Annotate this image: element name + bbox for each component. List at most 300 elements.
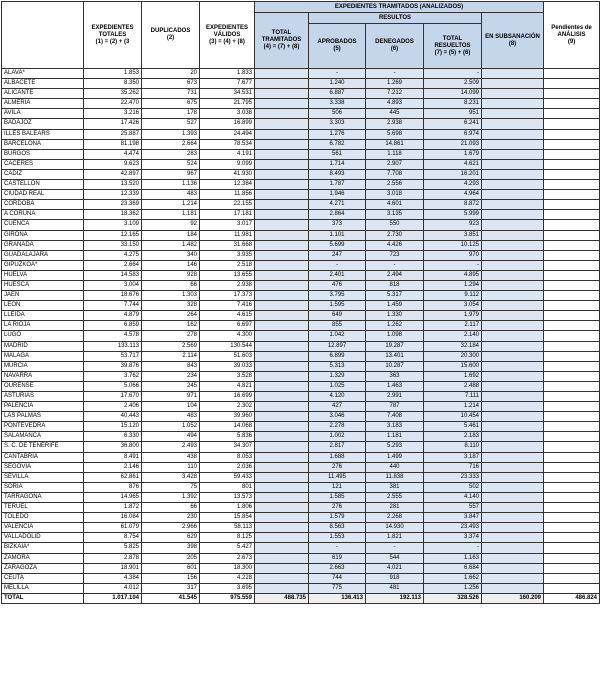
validos-cell: 24.494: [200, 129, 255, 139]
aprobados-cell: 6.887: [309, 89, 366, 99]
denegados-cell: 1.181: [366, 432, 424, 442]
duplicados-cell: 1.181: [142, 210, 200, 220]
resueltos-cell: 970: [424, 250, 482, 260]
tramitados-cell: [255, 412, 309, 422]
aprobados-cell: 3.338: [309, 99, 366, 109]
resueltos-cell: 2.117: [424, 321, 482, 331]
totales-cell: 17.670: [84, 392, 142, 402]
totales-cell: 13.520: [84, 180, 142, 190]
validos-cell: 6.697: [200, 321, 255, 331]
denegados-cell: 10.287: [366, 361, 424, 371]
subsanacion-cell: [482, 311, 544, 321]
province-cell: OURENSE: [2, 381, 84, 391]
resueltos-cell: 1.979: [424, 311, 482, 321]
subsanacion-cell: [482, 270, 544, 280]
col-header-total-tramitados: TOTAL TRAMITADOS (4) = (7) + (8): [255, 13, 309, 69]
table-row: [2, 381, 600, 391]
duplicados-cell: 971: [142, 392, 200, 402]
duplicados-cell: 601: [142, 563, 200, 573]
tramitados-cell: [255, 69, 309, 79]
denegados-cell: 2.494: [366, 270, 424, 280]
totales-cell: 39.876: [84, 361, 142, 371]
duplicados-cell: 494: [142, 432, 200, 442]
pendientes-cell: [544, 200, 600, 210]
totales-cell: 2.146: [84, 462, 142, 472]
denegados-cell: 1.499: [366, 452, 424, 462]
totales-cell: 4.474: [84, 149, 142, 159]
subsanacion-cell: [482, 169, 544, 179]
resueltos-cell: 5.999: [424, 210, 482, 220]
totales-cell: 36.800: [84, 442, 142, 452]
province-cell: CADIZ: [2, 169, 84, 179]
resueltos-cell: 6.684: [424, 563, 482, 573]
resueltos-cell: 3.054: [424, 301, 482, 311]
province-cell: CASTELLÓN: [2, 180, 84, 190]
table-row: [2, 462, 600, 472]
resueltos-cell: -: [424, 69, 482, 79]
totales-cell: 14.965: [84, 492, 142, 502]
tramitados-cell: [255, 139, 309, 149]
denegados-cell: 1.118: [366, 149, 424, 159]
aprobados-cell: 373: [309, 220, 366, 230]
province-cell: CORDOBA: [2, 200, 84, 210]
province-cell: AVILA: [2, 109, 84, 119]
duplicados-cell: 483: [142, 190, 200, 200]
pendientes-cell: [544, 301, 600, 311]
aprobados-cell: 1.042: [309, 331, 366, 341]
subsanacion-cell: [482, 331, 544, 341]
aprobados-cell: 3.795: [309, 291, 366, 301]
table-row: [2, 99, 600, 109]
duplicados-cell: 524: [142, 159, 200, 169]
total-resueltos-cell: 328.526: [424, 593, 482, 603]
province-cell: LUGO: [2, 331, 84, 341]
totales-cell: 16.084: [84, 513, 142, 523]
tramitados-cell: [255, 482, 309, 492]
province-cell: ZARAGOZA: [2, 563, 84, 573]
tramitados-cell: [255, 291, 309, 301]
totales-cell: 6.330: [84, 432, 142, 442]
table-row: [2, 543, 600, 553]
subsanacion-cell: [482, 129, 544, 139]
denegados-cell: 19.287: [366, 341, 424, 351]
province-cell: GIRONA: [2, 230, 84, 240]
pendientes-cell: [544, 109, 600, 119]
tramitados-cell: [255, 169, 309, 179]
table-row: [2, 129, 600, 139]
aprobados-cell: 6.899: [309, 351, 366, 361]
tramitados-cell: [255, 492, 309, 502]
pendientes-cell: [544, 159, 600, 169]
province-cell: BIZKAIA*: [2, 543, 84, 553]
duplicados-cell: 162: [142, 321, 200, 331]
denegados-cell: 2.556: [366, 180, 424, 190]
pendientes-cell: [544, 119, 600, 129]
province-cell: TARRAGONA: [2, 492, 84, 502]
subsanacion-cell: [482, 482, 544, 492]
pendientes-cell: [544, 563, 600, 573]
totales-cell: 4.578: [84, 331, 142, 341]
aprobados-cell: 561: [309, 149, 366, 159]
denegados-cell: 11.838: [366, 472, 424, 482]
province-cell: ALMERIA: [2, 99, 84, 109]
pendientes-cell: [544, 381, 600, 391]
table-row: [2, 280, 600, 290]
aprobados-cell: 4.271: [309, 200, 366, 210]
totales-cell: 9.623: [84, 159, 142, 169]
table-row: [2, 139, 600, 149]
table-row: [2, 392, 600, 402]
aprobados-cell: 1.240: [309, 79, 366, 89]
total-subsanacion-cell: 160.209: [482, 593, 544, 603]
province-cell: BURGOS: [2, 149, 84, 159]
pendientes-cell: [544, 583, 600, 593]
resueltos-cell: 5.461: [424, 422, 482, 432]
subsanacion-cell: [482, 422, 544, 432]
pendientes-cell: [544, 280, 600, 290]
aprobados-cell: 3.303: [309, 119, 366, 129]
pendientes-cell: [544, 79, 600, 89]
province-cell: S. C. DE TENERIFE: [2, 442, 84, 452]
resueltos-cell: 9.112: [424, 291, 482, 301]
pendientes-cell: [544, 230, 600, 240]
resueltos-cell: 20.300: [424, 351, 482, 361]
totales-cell: 8.754: [84, 533, 142, 543]
province-cell: A CORUÑA: [2, 210, 84, 220]
validos-cell: 8.125: [200, 533, 255, 543]
pendientes-cell: [544, 412, 600, 422]
pendientes-cell: [544, 291, 600, 301]
subsanacion-cell: [482, 462, 544, 472]
table-row: [2, 79, 600, 89]
denegados-cell: 1.821: [366, 533, 424, 543]
aprobados-cell: -: [309, 543, 366, 553]
subsanacion-cell: [482, 533, 544, 543]
pendientes-cell: [544, 361, 600, 371]
province-cell: TERUEL: [2, 503, 84, 513]
subsanacion-cell: [482, 442, 544, 452]
resueltos-cell: 8.110: [424, 442, 482, 452]
resueltos-cell: 4.140: [424, 492, 482, 502]
resueltos-cell: 4.621: [424, 159, 482, 169]
totales-cell: 1.853: [84, 69, 142, 79]
duplicados-cell: 438: [142, 452, 200, 462]
tramitados-cell: [255, 462, 309, 472]
pendientes-cell: [544, 270, 600, 280]
group-header-resultos: RESULTOS: [309, 13, 482, 24]
aprobados-cell: 247: [309, 250, 366, 260]
table-row: [2, 563, 600, 573]
table-row: [2, 482, 600, 492]
totales-cell: 4.384: [84, 573, 142, 583]
duplicados-cell: 110: [142, 462, 200, 472]
resueltos-cell: 2.509: [424, 79, 482, 89]
table-row: [2, 452, 600, 462]
denegados-cell: 2.991: [366, 392, 424, 402]
totales-cell: 3.762: [84, 371, 142, 381]
denegados-cell: 7.408: [366, 412, 424, 422]
pendientes-cell: [544, 432, 600, 442]
totales-cell: 7.744: [84, 301, 142, 311]
totales-cell: 133.113: [84, 341, 142, 351]
table-row: [2, 472, 600, 482]
table-row: [2, 361, 600, 371]
table-row: [2, 230, 600, 240]
total-tramitados-cell: 488.735: [255, 593, 309, 603]
duplicados-cell: 146: [142, 260, 200, 270]
table-row: [2, 412, 600, 422]
subsanacion-cell: [482, 452, 544, 462]
totales-cell: 4.012: [84, 583, 142, 593]
subsanacion-cell: [482, 190, 544, 200]
denegados-cell: 4.021: [366, 563, 424, 573]
subsanacion-cell: [482, 523, 544, 533]
pendientes-cell: [544, 543, 600, 553]
validos-cell: 4.300: [200, 331, 255, 341]
tramitados-cell: [255, 533, 309, 543]
total-pendientes-cell: 486.824: [544, 593, 600, 603]
province-cell: CANTABRIA: [2, 452, 84, 462]
aprobados-cell: 1.787: [309, 180, 366, 190]
aprobados-cell: 121: [309, 482, 366, 492]
validos-cell: 8.053: [200, 452, 255, 462]
totales-cell: 3.216: [84, 109, 142, 119]
province-cell: VALLADOLID: [2, 533, 84, 543]
table-row: [2, 422, 600, 432]
denegados-cell: 363: [366, 371, 424, 381]
subsanacion-cell: [482, 321, 544, 331]
province-cell: LLEIDA: [2, 311, 84, 321]
validos-cell: 4.615: [200, 311, 255, 321]
resueltos-cell: 23.493: [424, 523, 482, 533]
table-row: [2, 180, 600, 190]
duplicados-cell: 675: [142, 99, 200, 109]
subsanacion-cell: [482, 220, 544, 230]
duplicados-cell: 230: [142, 513, 200, 523]
subsanacion-cell: [482, 139, 544, 149]
aprobados-cell: 1.579: [309, 513, 366, 523]
denegados-cell: 4.426: [366, 240, 424, 250]
tramitados-cell: [255, 351, 309, 361]
table-row: [2, 109, 600, 119]
resueltos-cell: 557: [424, 503, 482, 513]
tramitados-cell: [255, 230, 309, 240]
validos-cell: 7.677: [200, 79, 255, 89]
subsanacion-cell: [482, 79, 544, 89]
pendientes-cell: [544, 422, 600, 432]
table-row: [2, 270, 600, 280]
table-row: [2, 331, 600, 341]
tramitados-cell: [255, 260, 309, 270]
province-cell: LAS PALMAS: [2, 412, 84, 422]
subsanacion-cell: [482, 553, 544, 563]
pendientes-cell: [544, 452, 600, 462]
resueltos-cell: 1.214: [424, 402, 482, 412]
pendientes-cell: [544, 573, 600, 583]
table-row: [2, 260, 600, 270]
denegados-cell: 5.293: [366, 442, 424, 452]
totales-cell: 6.859: [84, 321, 142, 331]
resueltos-cell: -: [424, 260, 482, 270]
validos-cell: 39.033: [200, 361, 255, 371]
resueltos-cell: 1.294: [424, 280, 482, 290]
totales-cell: 35.262: [84, 89, 142, 99]
subsanacion-cell: [482, 291, 544, 301]
tramitados-cell: [255, 442, 309, 452]
validos-cell: 34.531: [200, 89, 255, 99]
subsanacion-cell: [482, 472, 544, 482]
province-cell: JAEN: [2, 291, 84, 301]
resueltos-cell: 1.679: [424, 149, 482, 159]
table-row: [2, 492, 600, 502]
aprobados-cell: 1.714: [309, 159, 366, 169]
duplicados-cell: 104: [142, 402, 200, 412]
tramitados-cell: [255, 149, 309, 159]
tramitados-cell: [255, 129, 309, 139]
subsanacion-cell: [482, 543, 544, 553]
totales-cell: 22.470: [84, 99, 142, 109]
total-validos-cell: 975.559: [200, 593, 255, 603]
subsanacion-cell: [482, 371, 544, 381]
province-cell: LEON: [2, 301, 84, 311]
denegados-cell: 7.212: [366, 89, 424, 99]
province-cell: BADAJOZ: [2, 119, 84, 129]
totales-cell: 2.878: [84, 553, 142, 563]
totales-cell: 1.872: [84, 503, 142, 513]
totales-cell: 4.275: [84, 250, 142, 260]
tramitados-cell: [255, 392, 309, 402]
pendientes-cell: [544, 462, 600, 472]
resueltos-cell: 2.183: [424, 432, 482, 442]
subsanacion-cell: [482, 392, 544, 402]
duplicados-cell: 2.114: [142, 351, 200, 361]
validos-cell: 11.981: [200, 230, 255, 240]
validos-cell: 59.433: [200, 472, 255, 482]
pendientes-cell: [544, 523, 600, 533]
province-cell: SEGOVIA: [2, 462, 84, 472]
validos-cell: 58.113: [200, 523, 255, 533]
validos-cell: 11.856: [200, 190, 255, 200]
duplicados-cell: 317: [142, 583, 200, 593]
totales-cell: 62.861: [84, 472, 142, 482]
resueltos-cell: 8.231: [424, 99, 482, 109]
resueltos-cell: 21.093: [424, 139, 482, 149]
province-cell: CACERES: [2, 159, 84, 169]
province-cell: BARCELONA: [2, 139, 84, 149]
pendientes-cell: [544, 220, 600, 230]
aprobados-cell: 855: [309, 321, 366, 331]
resueltos-cell: 951: [424, 109, 482, 119]
subsanacion-cell: [482, 159, 544, 169]
resueltos-cell: 6.241: [424, 119, 482, 129]
duplicados-cell: 398: [142, 543, 200, 553]
resueltos-cell: 1.256: [424, 583, 482, 593]
tramitados-cell: [255, 270, 309, 280]
tramitados-cell: [255, 200, 309, 210]
totales-cell: 18.676: [84, 291, 142, 301]
subsanacion-cell: [482, 109, 544, 119]
tramitados-cell: [255, 402, 309, 412]
duplicados-cell: 234: [142, 371, 200, 381]
table-row: [2, 573, 600, 583]
table-row: [2, 371, 600, 381]
denegados-cell: 445: [366, 109, 424, 119]
resueltos-cell: 3.187: [424, 452, 482, 462]
duplicados-cell: 20: [142, 69, 200, 79]
tramitados-cell: [255, 119, 309, 129]
subsanacion-cell: [482, 573, 544, 583]
tramitados-cell: [255, 220, 309, 230]
table-row: [2, 69, 600, 79]
resueltos-cell: 502: [424, 482, 482, 492]
table-row: [2, 432, 600, 442]
aprobados-cell: 4.120: [309, 392, 366, 402]
denegados-cell: 281: [366, 503, 424, 513]
subsanacion-cell: [482, 99, 544, 109]
validos-cell: 1.806: [200, 503, 255, 513]
denegados-cell: 2.555: [366, 492, 424, 502]
aprobados-cell: 8.563: [309, 523, 366, 533]
denegados-cell: 787: [366, 402, 424, 412]
resueltos-cell: 10.125: [424, 240, 482, 250]
totales-cell: 18.901: [84, 563, 142, 573]
table-row: [2, 513, 600, 523]
denegados-cell: 1.269: [366, 79, 424, 89]
pendientes-cell: [544, 311, 600, 321]
subsanacion-cell: [482, 503, 544, 513]
validos-cell: 130.544: [200, 341, 255, 351]
aprobados-cell: 276: [309, 503, 366, 513]
subsanacion-cell: [482, 280, 544, 290]
validos-cell: 39.960: [200, 412, 255, 422]
subsanacion-cell: [482, 381, 544, 391]
validos-cell: 34.307: [200, 442, 255, 452]
table-row: [2, 169, 600, 179]
resueltos-cell: 7.111: [424, 392, 482, 402]
col-header-expedientes-totales: EXPEDIENTES TOTALES (1) = (2) + (3: [84, 2, 142, 69]
aprobados-cell: 1.595: [309, 301, 366, 311]
table-row: [2, 311, 600, 321]
duplicados-cell: 1.136: [142, 180, 200, 190]
pendientes-cell: [544, 69, 600, 79]
duplicados-cell: 1.393: [142, 129, 200, 139]
table-row: [2, 210, 600, 220]
aprobados-cell: 427: [309, 402, 366, 412]
total-totales-cell: 1.017.104: [84, 593, 142, 603]
pendientes-cell: [544, 503, 600, 513]
totales-cell: 18.362: [84, 210, 142, 220]
resueltos-cell: 3.374: [424, 533, 482, 543]
aprobados-cell: 1.329: [309, 371, 366, 381]
denegados-cell: 14.930: [366, 523, 424, 533]
aprobados-cell: 5.699: [309, 240, 366, 250]
province-cell: SORIA: [2, 482, 84, 492]
resueltos-cell: 923: [424, 220, 482, 230]
province-cell: LA RIOJA: [2, 321, 84, 331]
resueltos-cell: 23.333: [424, 472, 482, 482]
validos-cell: 9.099: [200, 159, 255, 169]
tramitados-cell: [255, 371, 309, 381]
denegados-cell: 550: [366, 220, 424, 230]
corner-cell: [2, 2, 84, 69]
duplicados-cell: 928: [142, 270, 200, 280]
validos-cell: 2.302: [200, 402, 255, 412]
denegados-cell: 818: [366, 280, 424, 290]
total-duplicados-cell: 41.545: [142, 593, 200, 603]
resueltos-cell: 2.140: [424, 331, 482, 341]
aprobados-cell: 2.278: [309, 422, 366, 432]
validos-cell: 12.384: [200, 180, 255, 190]
